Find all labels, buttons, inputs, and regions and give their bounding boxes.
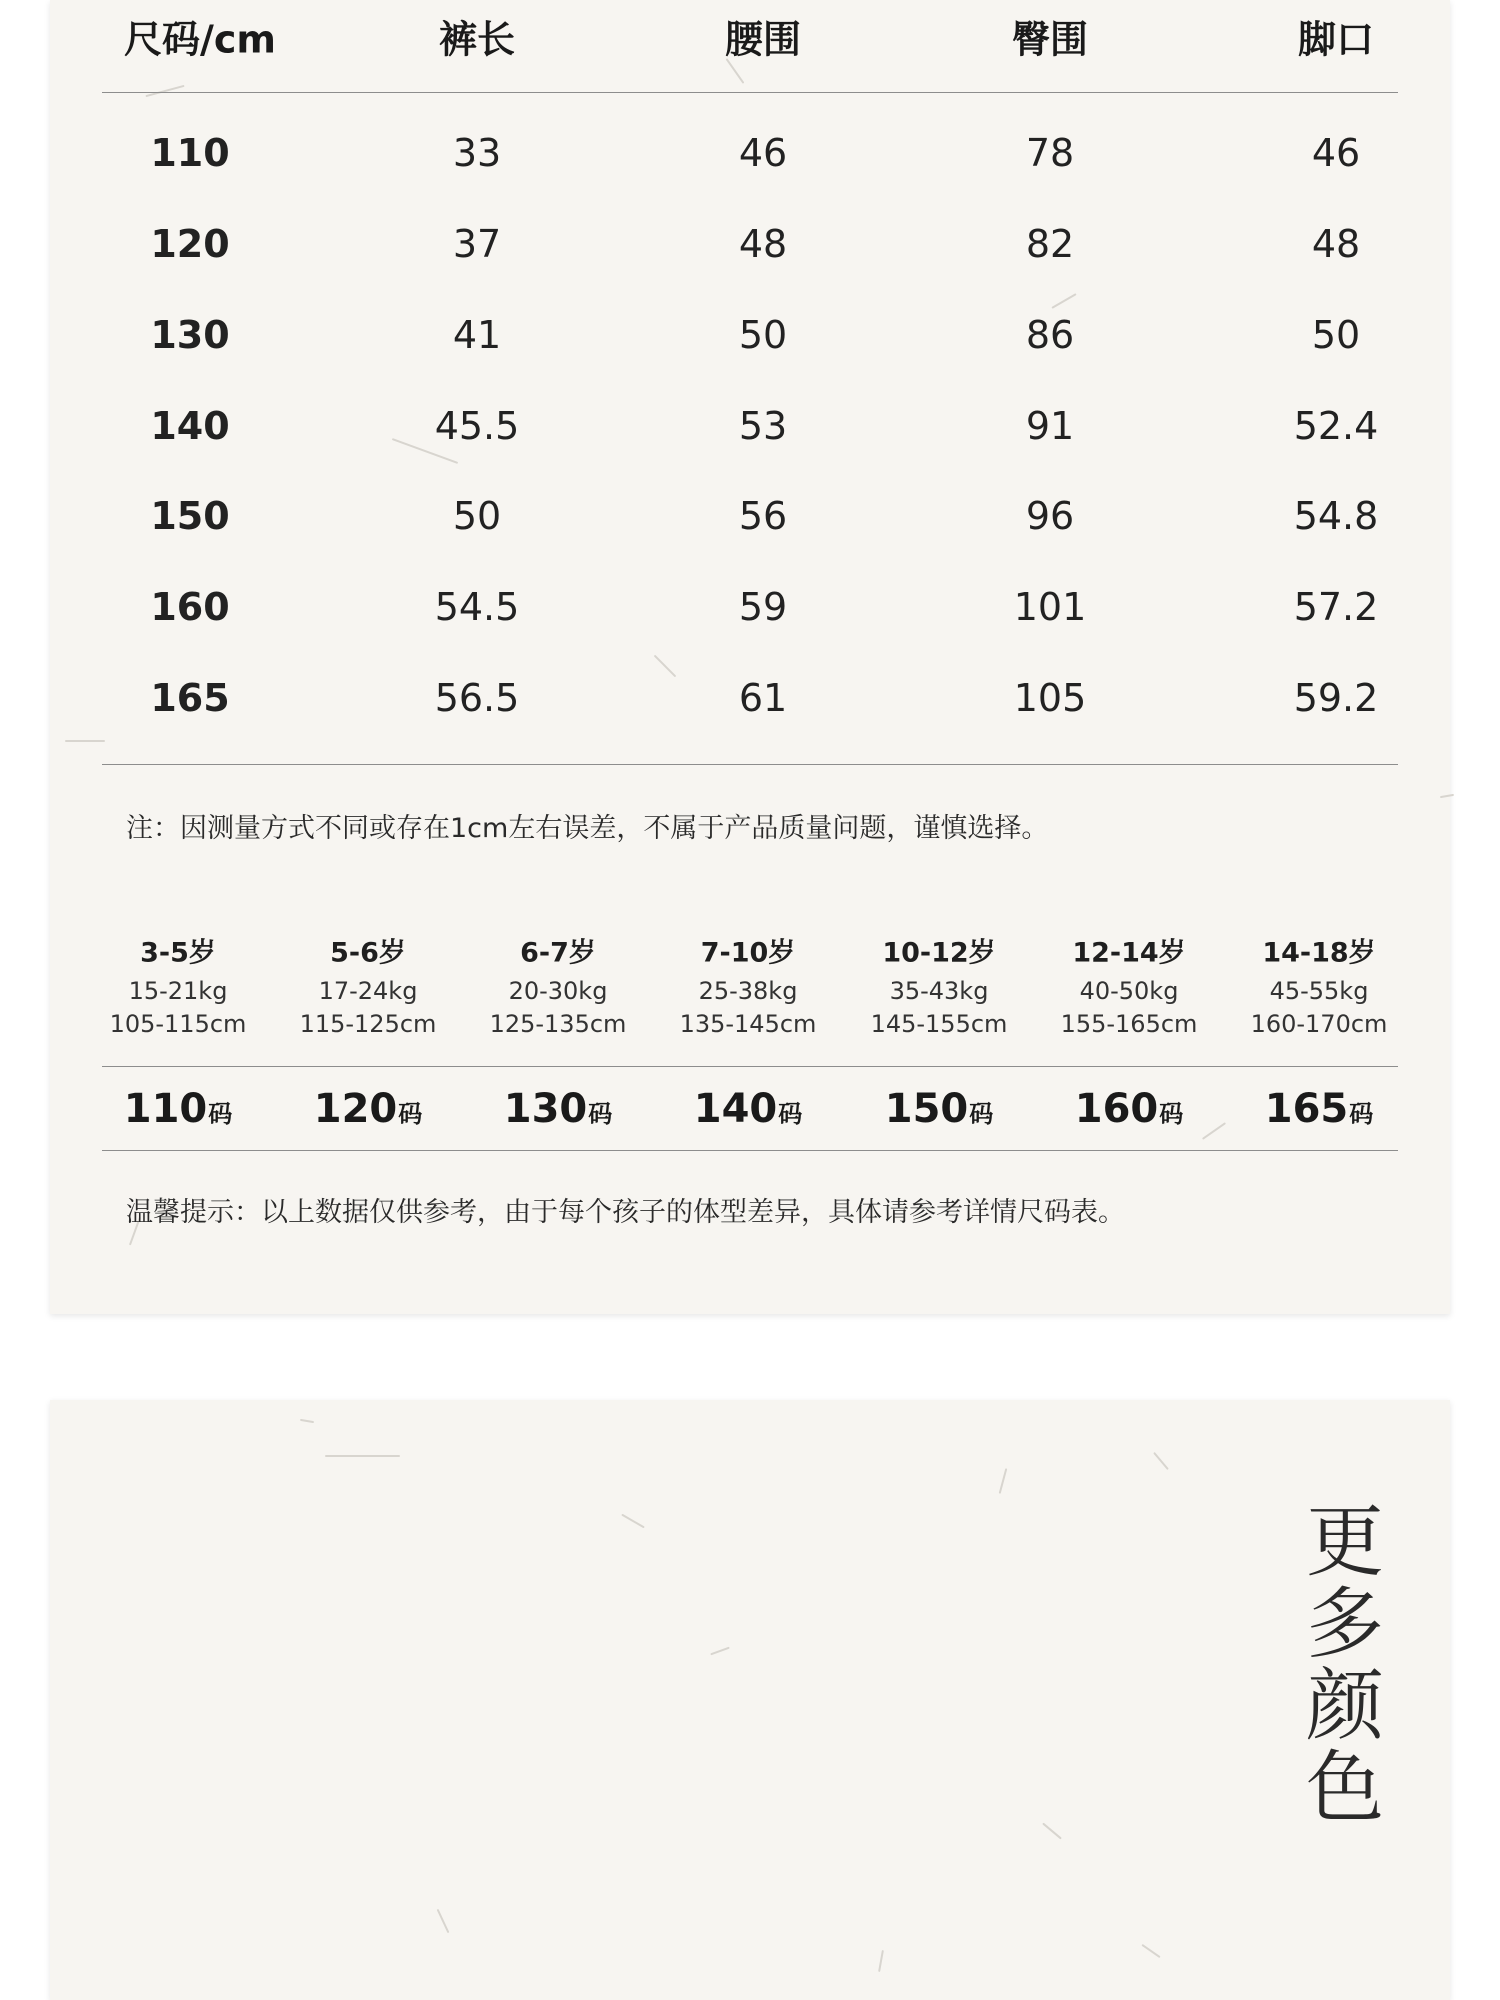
weight-range: 40-50kg — [1079, 977, 1179, 1005]
paper-fiber — [437, 1909, 450, 1933]
paper-fiber — [710, 1647, 729, 1656]
age-label: 6-7岁 — [520, 937, 596, 969]
age-label: 12-14岁 — [1072, 937, 1186, 969]
hip-cell: 91 — [1025, 404, 1075, 448]
paper-fiber — [1141, 1944, 1160, 1958]
hem-cell: 52.4 — [1293, 404, 1379, 448]
size-cell: 160 — [150, 585, 230, 629]
hip-cell: 101 — [1013, 585, 1087, 629]
size-tip: 温馨提示：以上数据仅供参考，由于每个孩子的体型差异，具体请参考详情尺码表。 — [126, 1197, 1125, 1228]
height-range: 115-125cm — [299, 1010, 437, 1038]
paper-fiber — [325, 1455, 400, 1457]
height-range: 135-145cm — [679, 1010, 817, 1038]
measurement-note: 注：因测量方式不同或存在1cm左右误差，不属于产品质量问题，谨慎选择。 — [126, 813, 1049, 844]
hip-cell: 96 — [1025, 494, 1075, 538]
length-cell: 56.5 — [434, 676, 520, 720]
size-cell: 150 — [150, 494, 230, 538]
size-cell: 140 — [150, 404, 230, 448]
paper-fiber — [654, 655, 677, 678]
size-cell: 110 — [150, 131, 230, 175]
paper-fiber — [1153, 1452, 1169, 1470]
length-cell: 50 — [452, 494, 502, 538]
waist-cell: 50 — [738, 313, 788, 357]
weight-range: 35-43kg — [889, 977, 989, 1005]
size-code: 150码 — [884, 1086, 994, 1132]
hem-cell: 50 — [1311, 313, 1361, 357]
age-label: 14-18岁 — [1262, 937, 1376, 969]
length-cell: 45.5 — [434, 404, 520, 448]
more-colors-title: 更多颜色 — [1293, 1500, 1383, 1828]
weight-range: 45-55kg — [1269, 977, 1369, 1005]
height-range: 145-155cm — [870, 1010, 1008, 1038]
paper-fiber — [878, 1950, 884, 1972]
height-range: 105-115cm — [109, 1010, 247, 1038]
size-code: 110码 — [123, 1086, 233, 1132]
paper-fiber — [1051, 293, 1076, 309]
paper-fiber — [145, 85, 184, 97]
size-chart-card — [50, 0, 1450, 1314]
paper-fiber — [65, 740, 105, 742]
size-cell: 165 — [150, 676, 230, 720]
waist-cell: 56 — [738, 494, 788, 538]
paper-fiber — [1042, 1823, 1062, 1840]
weight-range: 17-24kg — [318, 977, 418, 1005]
header-size: 尺码/cm — [123, 17, 277, 62]
hip-cell: 105 — [1013, 676, 1087, 720]
height-range: 155-165cm — [1060, 1010, 1198, 1038]
waist-cell: 61 — [738, 676, 788, 720]
length-cell: 41 — [452, 313, 502, 357]
size-code: 130码 — [503, 1086, 613, 1132]
paper-fiber — [621, 1514, 645, 1529]
size-cell: 130 — [150, 313, 230, 357]
hip-cell: 82 — [1025, 222, 1075, 266]
height-range: 160-170cm — [1250, 1010, 1388, 1038]
age-label: 10-12岁 — [882, 937, 996, 969]
hem-cell: 46 — [1311, 131, 1361, 175]
weight-range: 15-21kg — [128, 977, 228, 1005]
age-label: 5-6岁 — [330, 937, 406, 969]
hem-cell: 48 — [1311, 222, 1361, 266]
paper-fiber — [300, 1419, 314, 1423]
hem-cell: 54.8 — [1293, 494, 1379, 538]
size-cell: 120 — [150, 222, 230, 266]
length-cell: 33 — [452, 131, 502, 175]
divider — [102, 1066, 1398, 1067]
paper-fiber — [1440, 794, 1454, 798]
height-range: 125-135cm — [489, 1010, 627, 1038]
length-cell: 54.5 — [434, 585, 520, 629]
hip-cell: 78 — [1025, 131, 1075, 175]
size-code: 165码 — [1264, 1086, 1374, 1132]
size-code: 160码 — [1074, 1086, 1184, 1132]
weight-range: 25-38kg — [698, 977, 798, 1005]
waist-cell: 59 — [738, 585, 788, 629]
divider — [102, 764, 1398, 765]
waist-cell: 46 — [738, 131, 788, 175]
header-hem: 脚口 — [1297, 17, 1375, 62]
paper-fiber — [999, 1468, 1008, 1494]
waist-cell: 48 — [738, 222, 788, 266]
header-waist: 腰围 — [724, 17, 802, 62]
paper-fiber — [1202, 1122, 1226, 1140]
age-label: 3-5岁 — [140, 937, 216, 969]
divider — [102, 92, 1398, 93]
waist-cell: 53 — [738, 404, 788, 448]
hem-cell: 59.2 — [1293, 676, 1379, 720]
header-hip: 臀围 — [1011, 17, 1089, 62]
divider — [102, 1150, 1398, 1151]
hip-cell: 86 — [1025, 313, 1075, 357]
size-code: 120码 — [313, 1086, 423, 1132]
hem-cell: 57.2 — [1293, 585, 1379, 629]
age-label: 7-10岁 — [700, 937, 796, 969]
more-colors-card — [50, 1400, 1450, 2000]
header-length: 裤长 — [438, 17, 516, 62]
length-cell: 37 — [452, 222, 502, 266]
weight-range: 20-30kg — [508, 977, 608, 1005]
size-code: 140码 — [693, 1086, 803, 1132]
